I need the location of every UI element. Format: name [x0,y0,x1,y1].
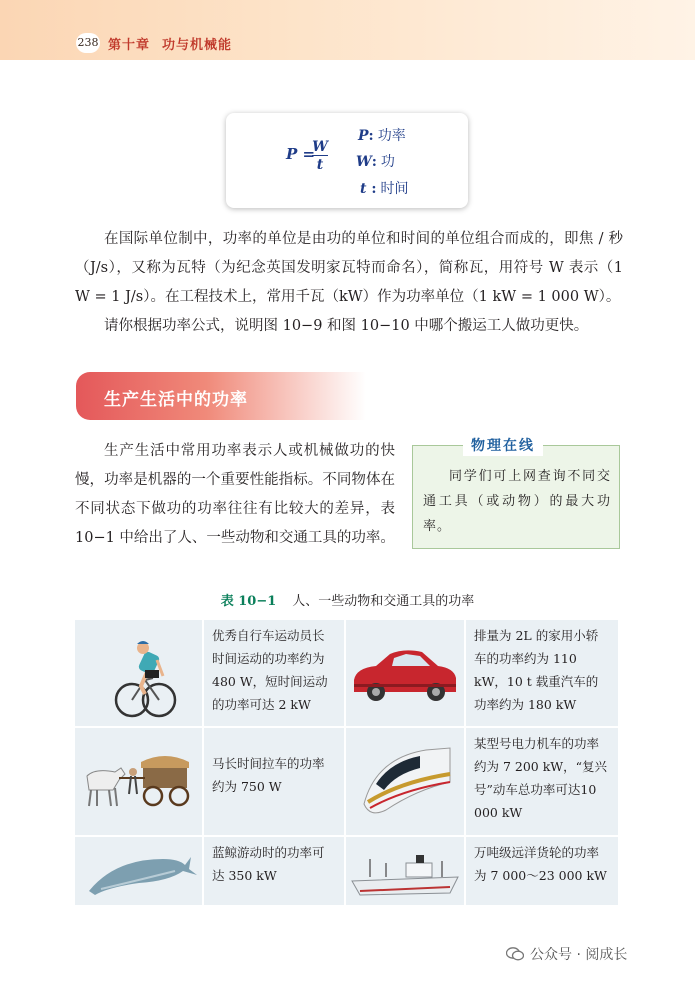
watermark-text: 公众号 · 阅成长 [530,947,628,963]
chapter-label: 第十章 [108,38,151,53]
legend-symbol: t [360,181,367,197]
formula-legend-w: W: 功 [356,154,395,170]
section-header [76,372,366,420]
sidebar-text [423,464,611,539]
chapter-heading [108,34,232,53]
cell-cyclist-text: 优秀自行车运动员长时间运动的功率约为480 W，短时间运动的功率可达 2 kW [204,620,344,726]
sidebar-text-body: 同学们可上网查询不同交通工具（或动物）的最大功率。 [423,469,611,534]
cell-car-text: 排量为 2L 的家用小轿车的功率约为 110 kW，10 t 载重汽车的功率约为 180 kW [466,620,618,726]
legend-desc: 功 [380,154,395,170]
formula-legend-p: P: 功率 [358,128,406,144]
formula-numerator: W [312,139,328,155]
ship-icon [346,837,464,905]
body-text [75,225,623,341]
chapter-title: 功与机械能 [162,38,233,53]
page-header [0,0,695,60]
formula-lhs: P = [286,145,316,163]
section-body [75,437,395,553]
page-number: 238 [76,33,100,53]
cell-train-text: 某型号电力机车的功率约为 7 200 kW，“复兴号”动车总功率可达10 000 kW [466,728,618,835]
table-number: 表 10−1 [220,594,277,609]
physics-online-box [412,438,620,549]
horse-cart-icon [75,728,202,835]
cell-ship-text: 万吨级远洋货轮的功率为 7 000～23 000 kW [466,837,618,905]
formula-denominator: t [316,157,324,173]
legend-symbol: W [356,154,372,170]
table-title: 人、一些动物和交通工具的功率 [292,594,475,609]
car-icon [346,620,464,726]
formula-legend-t: t : 时间 [360,181,409,197]
watermark [506,944,627,964]
legend-desc: 时间 [380,181,409,197]
sidebar-title: 物理在线 [463,436,543,456]
cell-horse-text: 马长时间拉车的功率约为 750 W [204,728,344,835]
section-title: 生产生活中的功率 [104,390,248,410]
power-table [75,620,618,905]
formula-box [226,113,468,208]
table-caption [0,590,695,609]
paragraph-section: 生产生活中常用功率表示人或机械做功的快慢，功率是机器的一个重要性能指标。不同物体在不同状态下做功的功率往往有比较大的差异，表 10−1 中给出了人、一些动物和交通工具的功率。 [75,443,395,546]
wechat-icon [506,947,524,961]
whale-icon [75,837,202,905]
train-icon [346,728,464,835]
legend-desc: 功率 [377,128,406,144]
cell-whale-text: 蓝鲸游动时的功率可达 350 kW [204,837,344,905]
formula-fraction [312,139,328,174]
legend-symbol: P [358,128,369,144]
paragraph-question: 请你根据功率公式，说明图 10−9 和图 10−10 中哪个搬运工人做功更快。 [104,318,589,334]
paragraph-units: 在国际单位制中，功率的单位是由功的单位和时间的单位组合而成的，即焦 / 秒（J/s），又称为瓦特（为纪念英国发明家瓦特而命名），简称瓦，用符号 W 表示（1 W = 1 J/s）。在工程技术上，常用千瓦（kW）作为功率单位（1 kW = 1 000 W）。 [75,231,623,305]
cyclist-icon [75,620,202,726]
